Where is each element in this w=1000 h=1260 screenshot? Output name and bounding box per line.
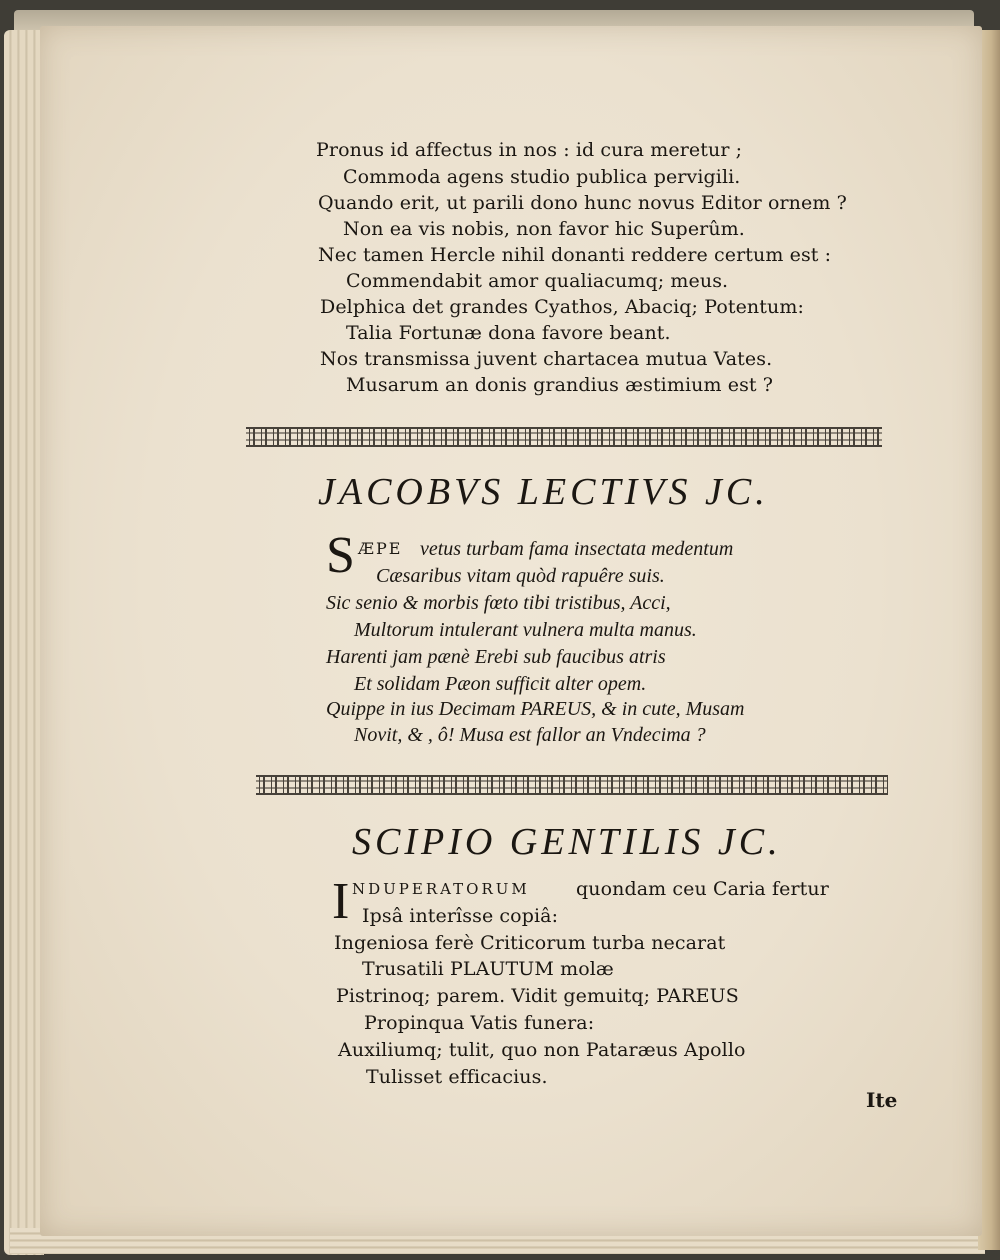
poem3-line: Pistrinoq; parem. Vidit gemuitq; PAREUS (336, 985, 739, 1007)
poem2-line: Harenti jam pænè Erebi sub faucibus atris (326, 646, 666, 668)
poem2-first-caps: ÆPE (358, 539, 403, 558)
poem3-line: Trusatili PLAUTUM molæ (362, 958, 614, 980)
poem3-title: SCIPIO GENTILIS JC. (352, 821, 782, 863)
ornament-divider-2 (256, 775, 888, 795)
poem1-line: Nec tamen Hercle nihil donanti reddere certum est : (318, 244, 832, 266)
poem1-line: Musarum an donis grandius æstimium est ? (346, 374, 774, 396)
poem2-line: Et solidam Pæon sufficit alter opem. (354, 673, 647, 695)
poem1-line: Commoda agens studio publica pervigili. (343, 166, 741, 188)
poem2-line: Quippe in ius Decimam PAREUS, & in cute, Musam (326, 698, 745, 720)
poem2-line: Novit, & , ô! Musa est fallor an Vndecima ? (354, 724, 706, 746)
poem2-line: Cæsaribus vitam quòd rapuêre suis. (376, 565, 665, 587)
poem3-line: Ipsâ interîsse copiâ: (362, 905, 559, 927)
poem3-line: quondam ceu Caria fertur (576, 878, 829, 900)
ornament-divider-1 (246, 427, 882, 447)
poem1-line: Delphica det grandes Cyathos, Abaciq; Potentum: (320, 296, 804, 318)
catchword: Ite (866, 1088, 898, 1112)
poem3-line: Auxiliumq; tulit, quo non Pataræus Apollo (338, 1039, 746, 1061)
poem2-dropcap: S (326, 527, 355, 584)
poem1-line: Commendabit amor qualiacumq; meus. (346, 270, 729, 292)
poem2-title: JACOBVS LECTIVS JC. (318, 471, 769, 513)
poem2-line: vetus turbam fama insectata medentum (420, 538, 734, 560)
poem2-line: Sic senio & morbis fœto tibi tristibus, Acci, (326, 592, 671, 614)
poem2-line: Multorum intulerant vulnera multa manus. (354, 619, 697, 641)
poem1-line: Nos transmissa juvent chartacea mutua Vates. (320, 348, 773, 370)
poem1-line: Quando erit, ut parili dono hunc novus Editor ornem ? (318, 192, 847, 214)
poem3-dropcap: I (332, 873, 350, 930)
poem1-line: Pronus id affectus in nos : id cura meretur ; (316, 139, 743, 161)
poem1-line: Talia Fortunæ dona favore beant. (346, 322, 671, 344)
poem3-first-caps: NDUPERATORUM (352, 880, 530, 898)
poem3-line: Propinqua Vatis funera: (364, 1012, 595, 1034)
poem3-line: Ingeniosa ferè Criticorum turba necarat (334, 932, 726, 954)
poem1-line: Non ea vis nobis, non favor hic Superûm. (343, 218, 745, 240)
poem3-line: Tulisset efficacius. (366, 1066, 548, 1088)
